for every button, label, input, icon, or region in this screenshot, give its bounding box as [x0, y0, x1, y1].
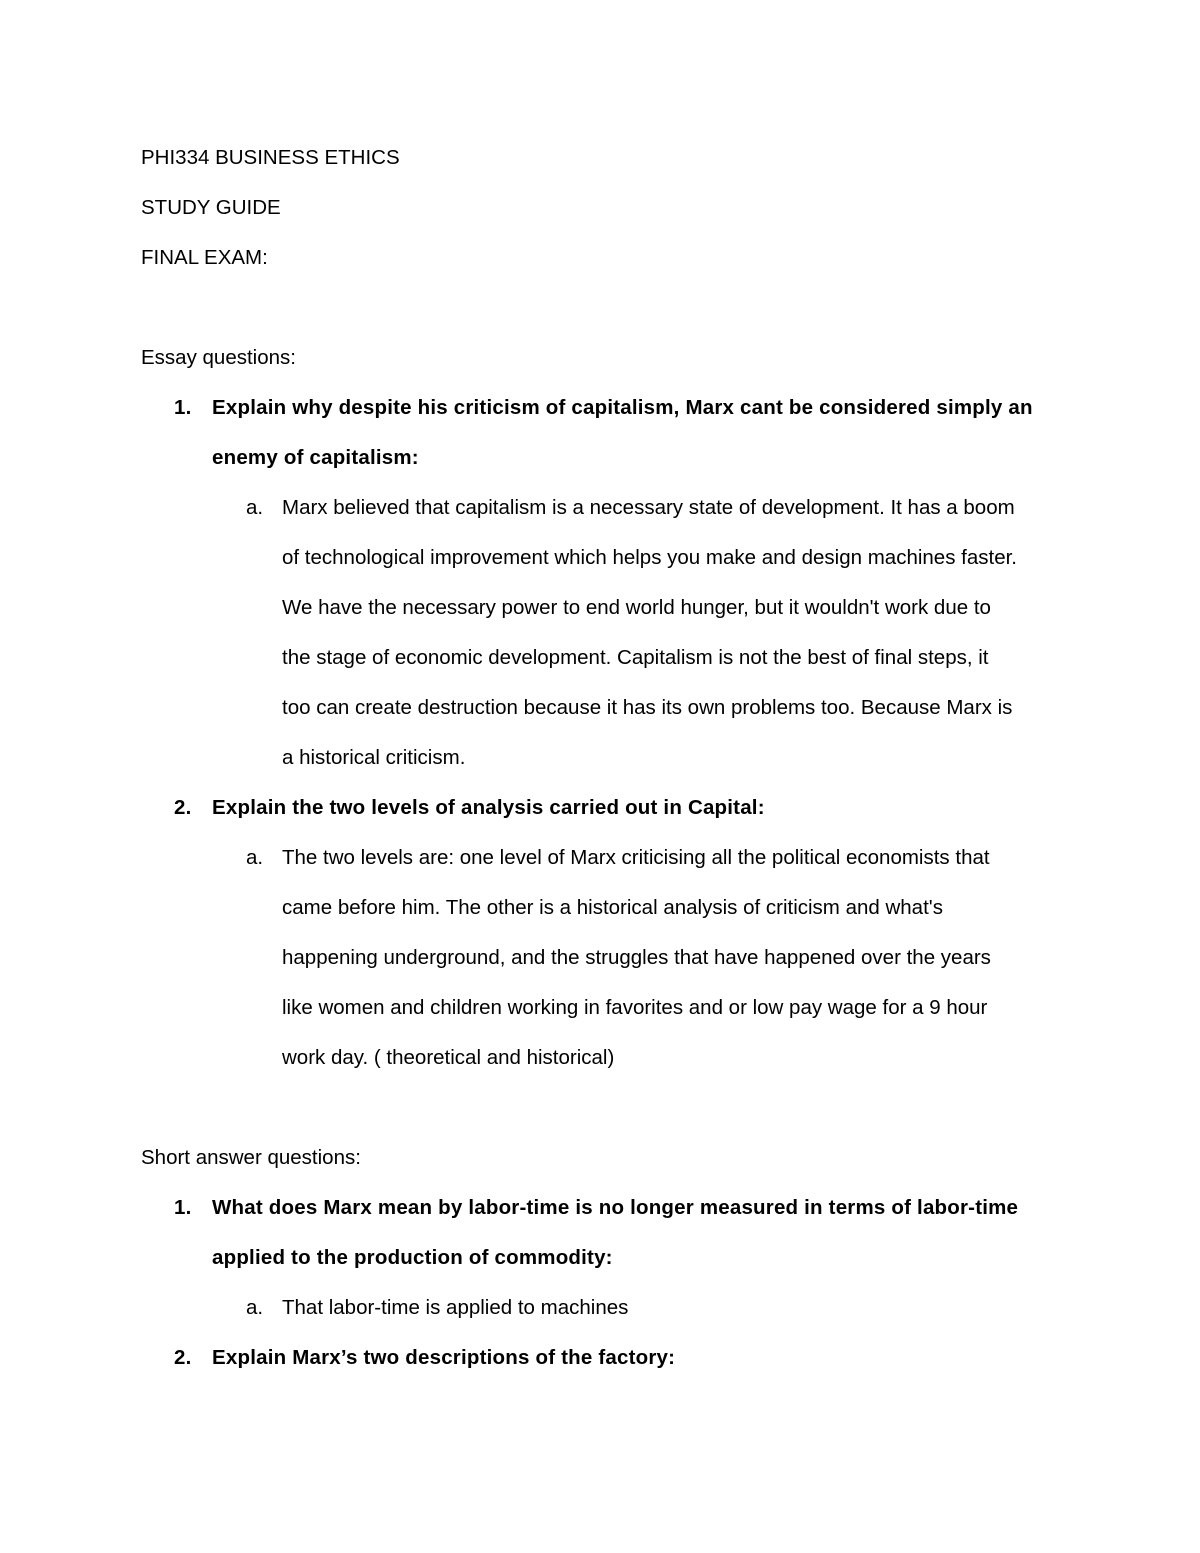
short-question-2 — [141, 1333, 1071, 1383]
answer-letter: a. — [246, 496, 264, 519]
essay-answer-2 — [141, 833, 1071, 1083]
question-number: 1. — [174, 1196, 192, 1219]
answer-letter: a. — [246, 1296, 264, 1319]
short-answer-heading: Short answer questions: — [141, 1146, 361, 1169]
question-number: 1. — [174, 396, 192, 419]
answer-line: a historical criticism. — [282, 746, 466, 769]
answer-line: too can create destruction because it has its own problems too. Because Marx is — [282, 696, 1013, 719]
short-question-1 — [141, 1183, 1071, 1283]
answer-line: We have the necessary power to end world hunger, but it wouldn't work due to — [282, 596, 991, 619]
document-body — [141, 133, 1071, 1383]
answer-line: the stage of economic development. Capitalism is not the best of final steps, it — [282, 646, 989, 669]
essay-heading: Essay questions: — [141, 346, 296, 369]
answer-line: work day. ( theoretical and historical) — [282, 1046, 615, 1069]
essay-question-2 — [141, 783, 1071, 833]
answer-line: The two levels are: one level of Marx criticising all the political economists that — [282, 846, 990, 869]
doc-type: STUDY GUIDE — [141, 196, 281, 219]
exam-label: FINAL EXAM: — [141, 246, 268, 269]
answer-letter: a. — [246, 846, 264, 869]
answer-line: Marx believed that capitalism is a necessary state of development. It has a boom — [282, 496, 1015, 519]
question-line: Explain why despite his criticism of capitalism, Marx cant be considered simply an — [212, 396, 1033, 419]
answer-line: came before him. The other is a historical analysis of criticism and what's — [282, 896, 943, 919]
answer-line: of technological improvement which helps you make and design machines faster. — [282, 546, 1017, 569]
question-number: 2. — [174, 1346, 192, 1369]
course-title: PHI334 BUSINESS ETHICS — [141, 146, 400, 169]
answer-line: happening underground, and the struggles that have happened over the years — [282, 946, 991, 969]
question-line: applied to the production of commodity: — [212, 1246, 613, 1269]
essay-question-1 — [141, 383, 1071, 483]
short-answer-1 — [141, 1283, 1071, 1333]
answer-line: like women and children working in favorites and or low pay wage for a 9 hour — [282, 996, 988, 1019]
question-line: Explain the two levels of analysis carried out in Capital: — [212, 796, 765, 819]
spacer — [141, 283, 1071, 333]
question-line: What does Marx mean by labor-time is no longer measured in terms of labor-time — [212, 1196, 1019, 1219]
question-line: Explain Marx’s two descriptions of the factory: — [212, 1346, 676, 1369]
spacer — [141, 1083, 1071, 1133]
essay-answer-1 — [141, 483, 1071, 783]
question-line: enemy of capitalism: — [212, 446, 419, 469]
answer-line: That labor-time is applied to machines — [282, 1296, 629, 1319]
question-number: 2. — [174, 796, 192, 819]
